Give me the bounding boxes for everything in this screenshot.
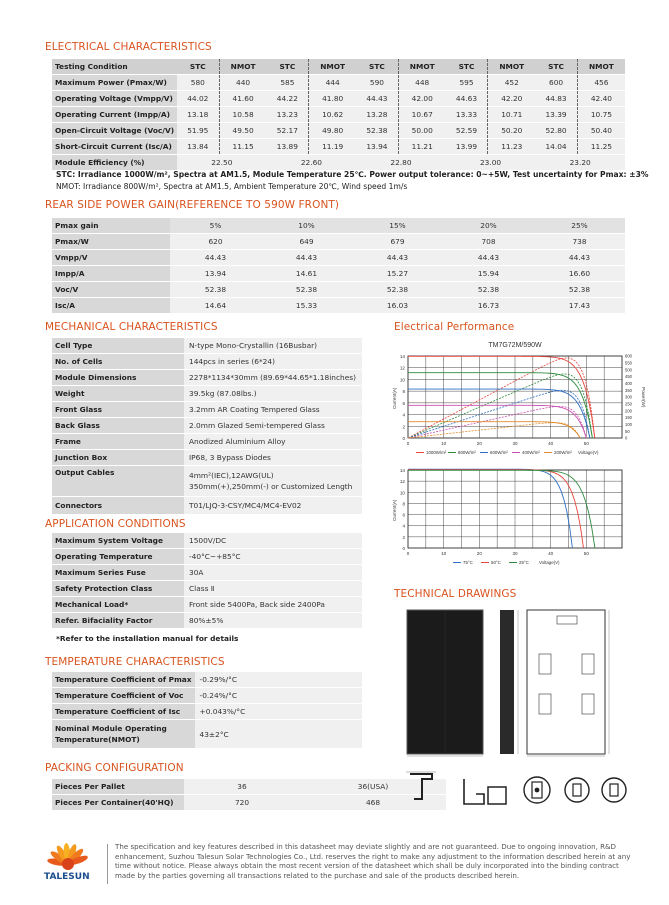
electrical-cell: 448 [398,75,446,91]
rear-row-label: Vmpp/V [52,250,170,266]
application-cell: 30A [184,565,362,581]
section-title-drawings: TECHNICAL DRAWINGS [394,588,517,600]
section-title-temperature: TEMPERATURE CHARACTERISTICS [45,656,225,668]
rear-cell: 52.38 [170,282,261,298]
electrical-cell: 41.80 [309,91,357,107]
electrical-row-label: Operating Voltage (Vmpp/V) [52,91,177,107]
temperature-row-label [52,720,195,749]
section-title-rear: REAR SIDE POWER GAIN(REFERENCE TO 590W FRONT) [45,199,340,211]
electrical-cell: 52.17 [267,123,309,139]
y2-tick-label: 50 [625,428,630,434]
electrical-cell: 13.99 [446,139,488,155]
legend-label: 25°C [519,560,529,565]
x-axis-label: Voltage(V) [539,560,560,565]
section-title-packing: PACKING CONFIGURATION [45,762,184,774]
rear-cell: 15.94 [443,266,534,282]
electrical-cell: 11.25 [577,139,625,155]
application-row [52,549,362,565]
electrical-header-row [52,59,625,75]
mechanical-cell: IP68, 3 Bypass Diodes [184,450,362,466]
electrical-cell: 11.15 [219,139,267,155]
application-row [52,565,362,581]
electrical-cell: 13.39 [535,107,577,123]
temperature-row-label: Temperature Coefficient of Isc [52,704,195,720]
mechanical-row [52,418,362,434]
legend-label: 1000W/m² [426,450,447,455]
y-tick-label: 0 [402,436,405,441]
electrical-cell: 44.02 [177,91,219,107]
section-title-mechanical: MECHANICAL CHARACTERISTICS [45,321,218,333]
packing-row-label: Pieces Per Pallet [52,779,184,795]
rear-cell: 15.27 [352,266,443,282]
y-tick-label: 14 [399,354,405,359]
efficiency-cell: 22.50 [177,155,267,171]
electrical-cell: 456 [577,75,625,91]
electrical-cell: 13.89 [267,139,309,155]
module-back-view [527,610,605,754]
mechanical-row [52,466,362,497]
rear-cell: 17.43 [534,298,625,314]
y2-tick-label: 200 [625,408,632,414]
electrical-row-label: Maximum Power (Pmax/W) [52,75,177,91]
rear-cell: 620 [170,234,261,250]
rear-row [52,250,625,266]
technical-drawings [392,604,642,824]
nmot-label-line-2: Temperature(NMOT) [55,735,140,744]
electrical-cell: 50.40 [577,123,625,139]
electrical-cell: 44.63 [446,91,488,107]
electrical-row-label: Open-Circuit Voltage (Voc/V) [52,123,177,139]
efficiency-cell: 22.80 [356,155,446,171]
mounting-hole-icon-2 [602,778,626,802]
mounting-hole-icon-1 [565,778,589,802]
y-tick-label: 8 [402,501,405,507]
application-row [52,597,362,613]
mechanical-cell: 2.0mm Glazed Semi-tempered Glass [184,418,362,434]
y-tick-label: 6 [402,400,405,406]
rear-row [52,218,625,234]
rear-row [52,298,625,314]
application-row-label: Refer. Bifaciality Factor [52,613,184,629]
mechanical-row-label: Weight [52,386,184,402]
x-tick-label: 40 [548,441,554,446]
electrical-cell: 13.94 [356,139,398,155]
mechanical-row-label: Output Cables [52,466,184,497]
electrical-header-cell: STC [356,59,398,75]
electrical-header-cell: STC [535,59,577,75]
y-tick-label: 10 [399,490,405,496]
electrical-cell: 44.43 [356,91,398,107]
y-tick-label: 12 [399,365,405,371]
mechanical-row [52,402,362,418]
electrical-cell: 52.59 [446,123,488,139]
temperature-row-label: Temperature Coefficient of Pmax [52,672,195,688]
application-cell: 80%±5% [184,613,362,629]
electrical-cell: 10.71 [488,107,536,123]
application-row [52,533,362,549]
electrical-cell: 51.95 [177,123,219,139]
mechanical-cell: 39.5kg (87.08lbs.) [184,386,362,402]
footer-divider [107,844,108,884]
y2-tick-label: 600 [625,353,632,359]
electrical-cell: 52.38 [356,123,398,139]
packing-cell: 36 [184,779,300,795]
electrical-cell: 10.75 [577,107,625,123]
application-note: *Refer to the installation manual for details [56,634,239,643]
electrical-cell: 10.62 [309,107,357,123]
iv-curve-irradiance-chart [384,338,646,458]
legend-label: 200W/m² [554,450,572,455]
efficiency-row [52,155,625,171]
application-cell: Class Ⅱ [184,581,362,597]
mechanical-row-label: Junction Box [52,450,184,466]
y2-tick-label: 400 [625,380,632,386]
packing-cell: 720 [184,795,300,811]
mechanical-row [52,370,362,386]
frame-section-detail-b [464,779,506,804]
cables-line-2: 350mm(+),250mm(-) or Customized Length [189,482,353,491]
rear-cell: 44.43 [352,250,443,266]
y-axis-label: Current(A) [392,387,397,409]
electrical-header-cell: NMOT [577,59,625,75]
y-tick-label: 4 [402,412,405,418]
stc-note [56,170,649,179]
electrical-header-cell: Testing Condition [52,59,177,75]
y-tick-label: 8 [402,389,405,395]
electrical-cell: 14.04 [535,139,577,155]
rear-cell: 14.64 [170,298,261,314]
rear-row-label: Pmax gain [52,218,170,234]
rear-cell: 708 [443,234,534,250]
mechanical-row-label: Cell Type [52,338,184,354]
mechanical-row [52,497,362,515]
y2-tick-label: 250 [625,401,632,407]
temperature-row [52,720,362,749]
application-row [52,581,362,597]
rear-cell: 15% [352,218,443,234]
legend-label: 75°C [463,560,473,565]
application-row-label: Operating Temperature [52,549,184,565]
rear-row-label: Voc/V [52,282,170,298]
temperature-cell: -0.24%/°C [195,688,362,704]
electrical-cell: 13.33 [446,107,488,123]
electrical-cell: 444 [309,75,357,91]
rear-cell: 14.61 [261,266,352,282]
electrical-cell: 42.00 [398,91,446,107]
x-tick-label: 20 [476,441,482,446]
y-tick-label: 10 [399,377,405,383]
y2-tick-label: 450 [625,374,632,380]
application-cell: -40°C~+85°C [184,549,362,565]
x-tick-label: 50 [583,551,589,556]
electrical-cell: 49.80 [309,123,357,139]
electrical-cell: 50.20 [488,123,536,139]
electrical-cell: 13.28 [356,107,398,123]
rear-cell: 649 [261,234,352,250]
rear-cell: 15.33 [261,298,352,314]
mechanical-row [52,338,362,354]
y-tick-label: 0 [402,546,405,551]
y-tick-label: 14 [399,468,405,473]
x-tick-label: 10 [441,441,447,446]
x-tick-label: 40 [548,551,554,556]
rear-cell: 52.38 [443,282,534,298]
mechanical-cell: T01/LJQ-3-CSY/MC4/MC4-EV02 [184,497,362,515]
y2-tick-label: 350 [625,387,632,393]
section-title-application: APPLICATION CONDITIONS [45,518,186,530]
mechanical-row-label: Connectors [52,497,184,515]
stc-note-text: STC: Irradiance 1000W/m², Spectra at AM1.5, Module Temperature 25℃. Power output tolerance: 0~+5W, Test uncertainty for Pmax: ±3% [56,170,649,179]
y-tick-label: 4 [402,523,405,529]
legend-label: 400W/m² [522,450,540,455]
sun-petal-logo [44,840,106,874]
packing-row [52,779,446,795]
rear-cell: 44.43 [443,250,534,266]
rear-cell: 13.94 [170,266,261,282]
mechanical-cell: 3.2mm AR Coating Tempered Glass [184,402,362,418]
electrical-cell: 49.50 [219,123,267,139]
rear-row-label: Isc/A [52,298,170,314]
mechanical-cables-cell [184,466,362,497]
electrical-cell: 42.20 [488,91,536,107]
section-title-performance: Electrical Performance [394,321,515,333]
brand-name: TALESUN [44,872,90,882]
rear-row [52,282,625,298]
cables-line-1: 4mm²(IEC),12AWG(UL) [189,471,274,480]
y2-tick-label: 150 [625,415,632,421]
rear-cell: 679 [352,234,443,250]
packing-table [52,779,446,811]
temperature-table [52,672,362,749]
electrical-cell: 44.83 [535,91,577,107]
y-tick-label: 2 [402,424,405,430]
y2-tick-label: 0 [625,435,628,441]
application-table [52,533,362,629]
electrical-cell: 11.23 [488,139,536,155]
y-axis-label: Current(A) [392,499,397,521]
mechanical-row-label: Front Glass [52,402,184,418]
electrical-cell: 452 [488,75,536,91]
electrical-header-cell: NMOT [219,59,267,75]
temperature-row [52,672,362,688]
rear-cell: 52.38 [261,282,352,298]
y-tick-label: 12 [399,479,405,485]
x-tick-label: 50 [583,441,589,446]
rear-cell: 5% [170,218,261,234]
rear-cell: 52.38 [534,282,625,298]
packing-row [52,795,446,811]
electrical-cell: 440 [219,75,267,91]
rear-row-label: Impp/A [52,266,170,282]
x-tick-label: 30 [512,441,518,446]
mechanical-row [52,354,362,370]
x-axis-label: Voltage(V) [578,450,599,455]
electrical-header-cell: NMOT [398,59,446,75]
x-tick-label: 0 [406,441,410,446]
rear-cell: 16.60 [534,266,625,282]
mechanical-row-label: Module Dimensions [52,370,184,386]
rear-cell: 738 [534,234,625,250]
y2-tick-label: 500 [625,367,632,373]
application-row-label: Maximum System Voltage [52,533,184,549]
electrical-cell: 42.40 [577,91,625,107]
electrical-cell: 50.00 [398,123,446,139]
electrical-row [52,91,625,107]
temperature-cell: -0.29%/°C [195,672,362,688]
electrical-header-cell: STC [446,59,488,75]
electrical-cell: 10.67 [398,107,446,123]
packing-row-label: Pieces Per Container(40'HQ) [52,795,184,811]
x-tick-label: 0 [406,551,410,556]
mechanical-cell: Anodized Aluminium Alloy [184,434,362,450]
mechanical-row [52,450,362,466]
application-cell: Front side 5400Pa, Back side 2400Pa [184,597,362,613]
legend-label: 50°C [491,560,501,565]
electrical-cell: 11.19 [309,139,357,155]
iv-curve-temperature-chart [384,464,642,569]
mechanical-table [52,338,362,515]
rear-cell: 16.03 [352,298,443,314]
efficiency-cell: 23.00 [446,155,536,171]
nmot-label-line-1: Nominal Module Operating [55,724,167,733]
temperature-row [52,688,362,704]
rear-cell: 44.43 [261,250,352,266]
mechanical-row-label: No. of Cells [52,354,184,370]
mechanical-cell: N-type Mono-Crystallin (16Busbar) [184,338,362,354]
mechanical-cell: 144pcs in series (6*24) [184,354,362,370]
mechanical-row-label: Frame [52,434,184,450]
temperature-cell: 43±2°C [195,720,362,749]
y2-tick-label: 300 [625,394,632,400]
electrical-header-cell: STC [267,59,309,75]
rear-cell: 52.38 [352,282,443,298]
electrical-table [52,59,625,171]
electrical-header-cell: STC [177,59,219,75]
temperature-cell: +0.043%/°C [195,704,362,720]
application-row-label: Mechanical Load* [52,597,184,613]
electrical-cell: 600 [535,75,577,91]
application-cell: 1500V/DC [184,533,362,549]
mechanical-cell: 2278*1134*30mm (89.69*44.65*1.18inches) [184,370,362,386]
rear-cell: 44.43 [534,250,625,266]
rear-cell: 20% [443,218,534,234]
legend-label: 800W/m² [458,450,476,455]
packing-cell: 468 [300,795,446,811]
mechanical-row [52,434,362,450]
electrical-cell: 580 [177,75,219,91]
electrical-cell: 585 [267,75,309,91]
nmot-note: NMOT: Irradiance 800W/m², Spectra at AM1.5, Ambient Temperature 20℃, Wind speed 1m/s [56,182,408,191]
chart-title: TM7G72M/590W [488,342,542,349]
x-tick-label: 20 [476,551,482,556]
efficiency-cell: 23.20 [535,155,625,171]
electrical-cell: 11.21 [398,139,446,155]
electrical-row [52,139,625,155]
electrical-cell: 41.60 [219,91,267,107]
mechanical-row [52,386,362,402]
module-side-view [500,610,514,754]
electrical-cell: 595 [446,75,488,91]
rear-row [52,234,625,250]
electrical-cell: 52.80 [535,123,577,139]
application-row-label: Maximum Series Fuse [52,565,184,581]
footer-disclaimer: The specification and key features described in this datasheet may deviate slightly and are not guaranteed. Due to ongoing innovation, R&D enhancement, Suzhou Talesun Solar Technologies Co., Ltd. reserves the right to make any adjustment to the information described herein at any time without notice. Please always obtain the most recent version of the datasheet which shall be duly incorporated into the binding contract made by the parties governing all transactions related to the purchase and sale of the products described herein. [115,842,631,880]
y-tick-label: 6 [402,512,405,518]
y-tick-label: 2 [402,534,405,540]
electrical-cell: 44.22 [267,91,309,107]
grounding-hole-icon [524,777,550,803]
temperature-row [52,704,362,720]
rear-row-label: Pmax/W [52,234,170,250]
electrical-row [52,75,625,91]
electrical-cell: 13.18 [177,107,219,123]
application-row-label: Safety Protection Class [52,581,184,597]
rear-cell: 10% [261,218,352,234]
mechanical-row-label: Back Glass [52,418,184,434]
electrical-row-label: Operating Current (Impp/A) [52,107,177,123]
efficiency-cell: 22.60 [267,155,357,171]
electrical-header-cell: NMOT [488,59,536,75]
y2-axis-label: Power(W) [641,387,646,408]
legend-label: 600W/m² [490,450,508,455]
electrical-row [52,107,625,123]
rear-cell: 16.73 [443,298,534,314]
electrical-cell: 10.58 [219,107,267,123]
efficiency-label: Module Efficiency (%) [52,155,177,171]
temperature-row-label: Temperature Coefficient of Voc [52,688,195,704]
rear-gain-table [52,218,625,314]
rear-cell: 25% [534,218,625,234]
electrical-row-label: Short-Circuit Current (Isc/A) [52,139,177,155]
electrical-row [52,123,625,139]
y2-tick-label: 550 [625,360,632,366]
electrical-header-cell: NMOT [309,59,357,75]
electrical-cell: 13.84 [177,139,219,155]
x-tick-label: 30 [512,551,518,556]
section-title-electrical: ELECTRICAL CHARACTERISTICS [45,41,212,53]
y2-tick-label: 100 [625,421,632,427]
frame-section-detail-a [406,772,436,799]
rear-cell: 44.43 [170,250,261,266]
application-row [52,613,362,629]
x-tick-label: 10 [441,551,447,556]
rear-row [52,266,625,282]
electrical-cell: 590 [356,75,398,91]
packing-cell: 36(USA) [300,779,446,795]
electrical-cell: 13.23 [267,107,309,123]
